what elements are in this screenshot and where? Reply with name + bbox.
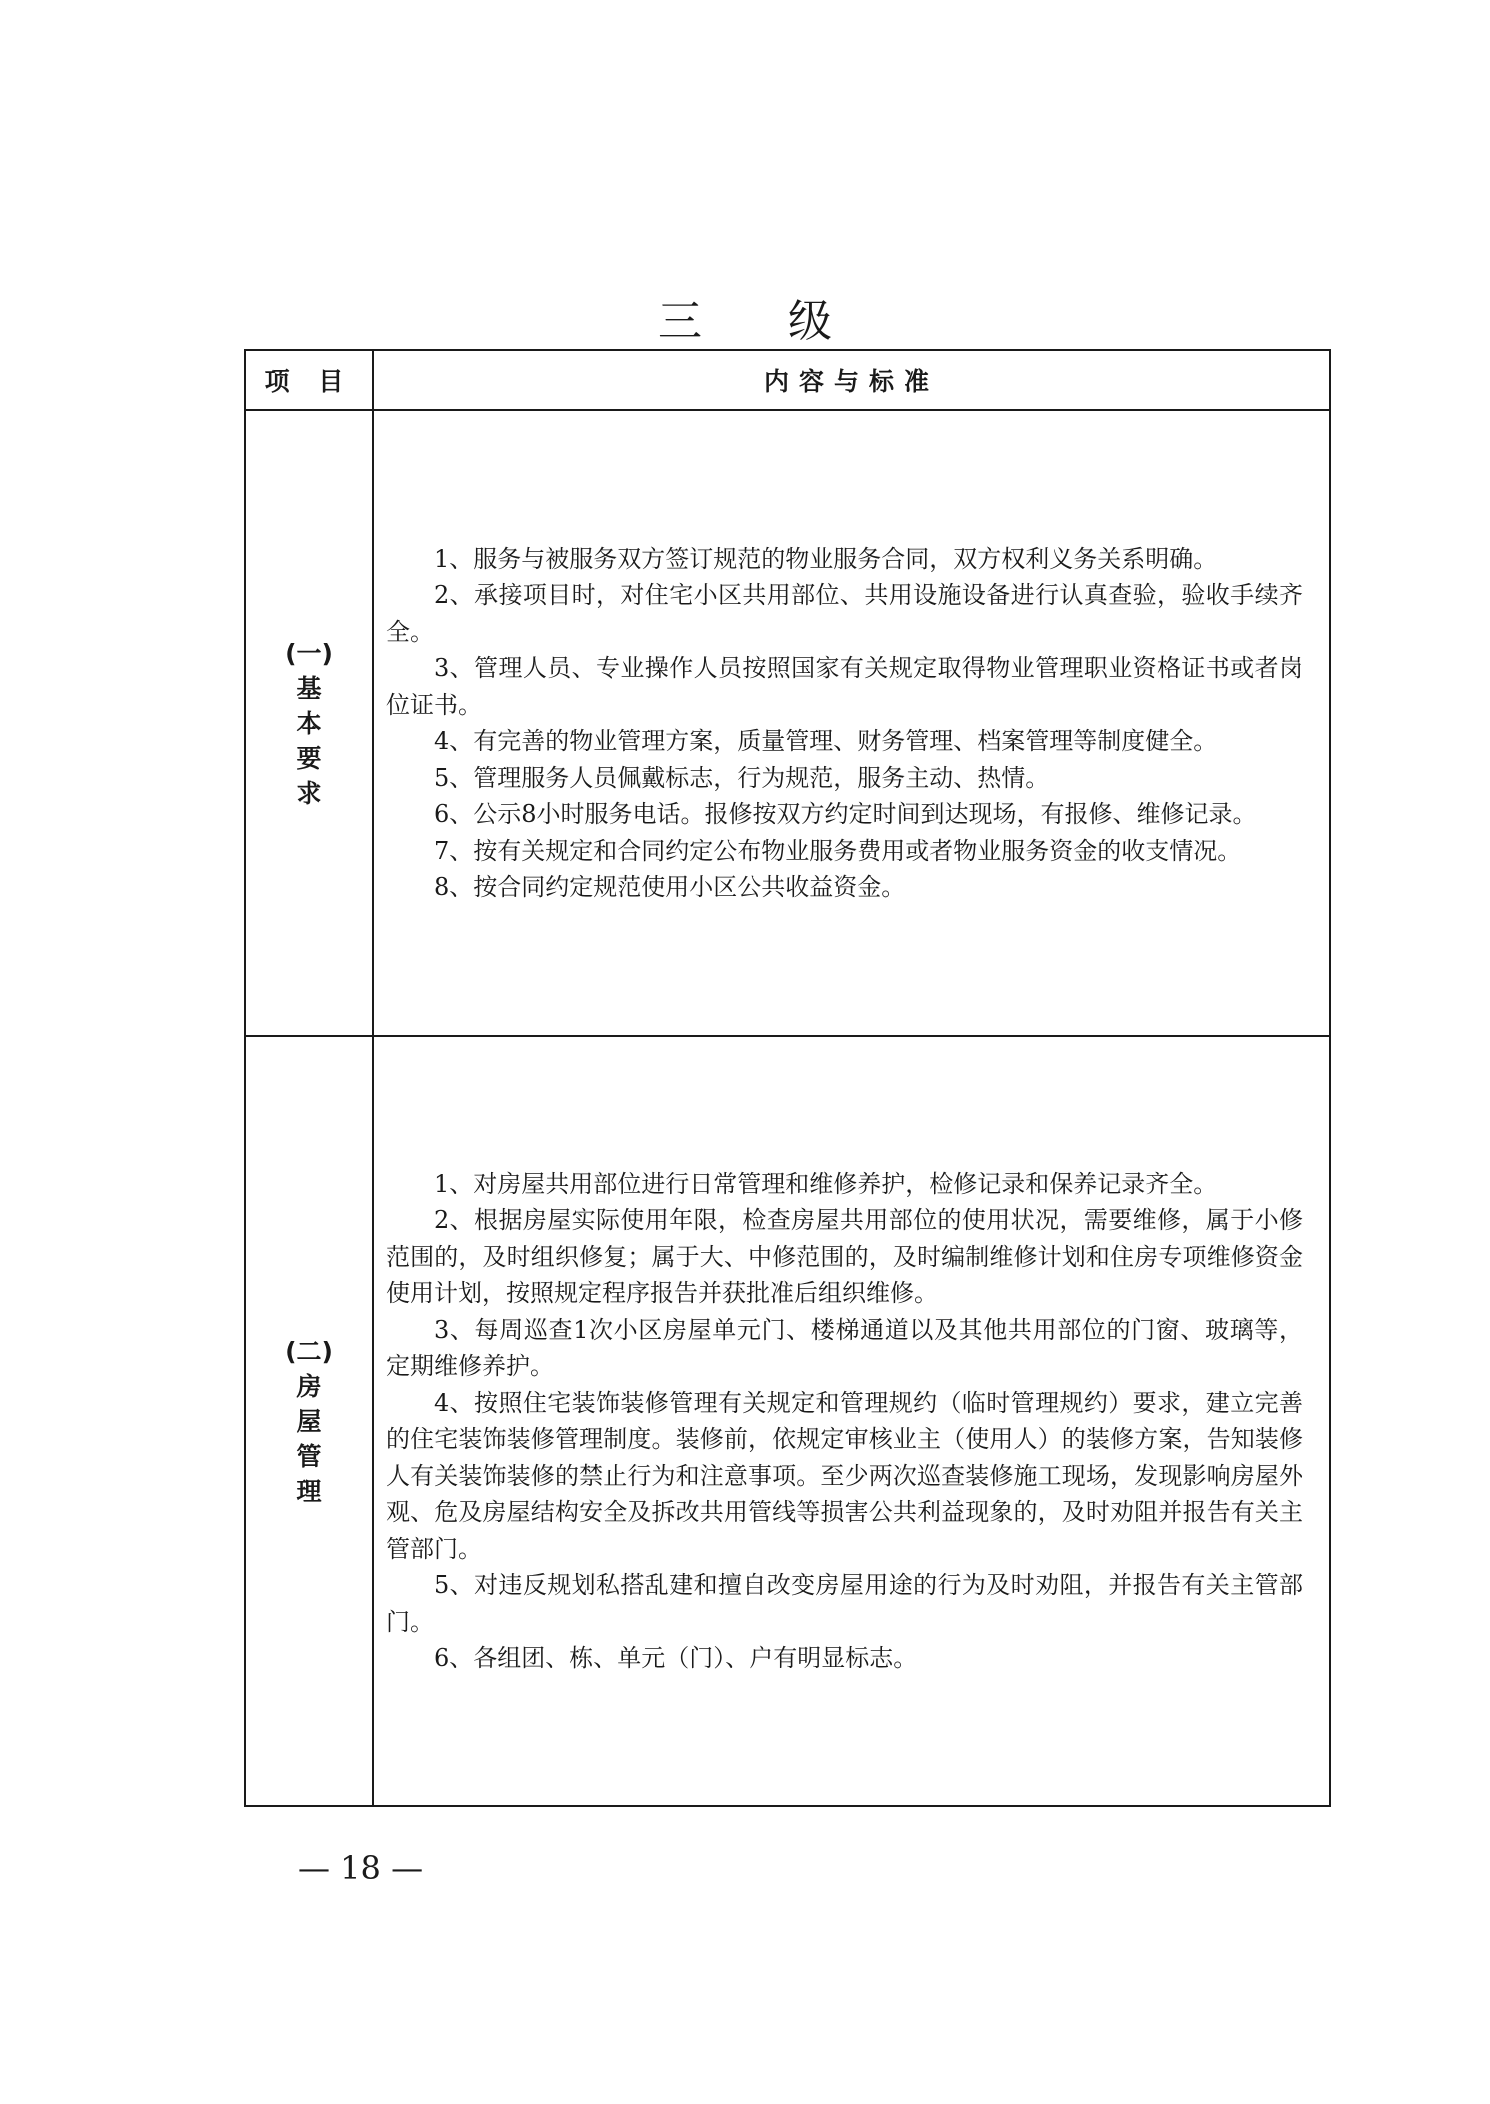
standard-paragraph: 2、承接项目时，对住宅小区共用部位、共用设施设备进行认真查验，验收手续齐全。: [386, 581, 1303, 646]
page-number: — 18 —: [298, 1849, 424, 1887]
standard-paragraph: 5、对违反规划私搭乱建和擅自改变房屋用途的行为及时劝阻，并报告有关主管部门。: [386, 1571, 1303, 1636]
table-row: [245, 1036, 1330, 1806]
content-cell-housing-management: [373, 1036, 1330, 1806]
item-index: (二): [285, 1336, 333, 1366]
standard-paragraph: 1、对房屋共用部位进行日常管理和维修养护，检修记录和保养记录齐全。: [434, 1169, 1218, 1198]
standard-paragraph: 1、服务与被服务双方签订规范的物业服务合同，双方权利义务关系明确。: [434, 544, 1218, 573]
item-cell-basic-requirements: [245, 410, 373, 1036]
standard-paragraph: 8、按合同约定规范使用小区公共收益资金。: [434, 873, 906, 901]
standard-paragraph: 2、根据房屋实际使用年限，检查房屋共用部位的使用状况，需要维修，属于小修范围的，及时组织修复；属于大、中修范围的，及时编制维修计划和住房专项维修资金使用计划，按照规定程序报告并获批准后组织维修。: [386, 1206, 1303, 1307]
standard-paragraph: 5、管理服务人员佩戴标志，行为规范，服务主动、热情。: [434, 763, 1050, 792]
table-row: [245, 410, 1330, 1036]
item-char: 屋: [296, 1406, 322, 1436]
standard-paragraph: 6、公示8小时服务电话。报修按双方约定时间到达现场，有报修、维修记录。: [434, 800, 1257, 828]
item-char: 求: [296, 778, 322, 808]
header-content: 内容与标准: [373, 350, 1330, 410]
item-char: 理: [296, 1476, 322, 1506]
standards-table: [244, 349, 1331, 1807]
item-char: 管: [296, 1441, 322, 1471]
item-char: 要: [296, 743, 322, 773]
standard-paragraph: 4、按照住宅装饰装修管理有关规定和管理规约（临时管理规约）要求，建立完善的住宅装饰装修管理制度。装修前，依规定审核业主（使用人）的装修方案，告知装修人有关装饰装修的禁止行为和注意事项。至少两次巡查装修施工现场，发现影响房屋外观、危及房屋结构安全及拆改共用管线等损害公共利益现象的，及时劝阻并报告有关主管部门。: [386, 1388, 1303, 1563]
standard-paragraph: 7、按有关规定和合同约定公布物业服务费用或者物业服务资金的收支情况。: [434, 836, 1242, 865]
standard-paragraph: 3、每周巡查1次小区房屋单元门、楼梯通道以及其他共用部位的门窗、玻璃等，定期维修养护。: [386, 1315, 1303, 1380]
standard-paragraph: 6、各组团、栋、单元（门）、户有明显标志。: [434, 1644, 918, 1672]
item-char: 房: [296, 1371, 322, 1401]
standard-paragraph: 3、管理人员、专业操作人员按照国家有关规定取得物业管理职业资格证书或者岗位证书。: [386, 654, 1303, 719]
page-title: 三 级: [658, 296, 868, 347]
header-item: 项 目: [245, 350, 373, 410]
item-index: (一): [285, 638, 333, 668]
item-char: 基: [296, 673, 322, 703]
item-cell-housing-management: [245, 1036, 373, 1806]
content-cell-basic-requirements: [373, 410, 1330, 1036]
table-header-row: [245, 350, 1330, 410]
item-char: 本: [296, 708, 322, 738]
standard-paragraph: 4、有完善的物业管理方案，质量管理、财务管理、档案管理等制度健全。: [434, 727, 1218, 755]
